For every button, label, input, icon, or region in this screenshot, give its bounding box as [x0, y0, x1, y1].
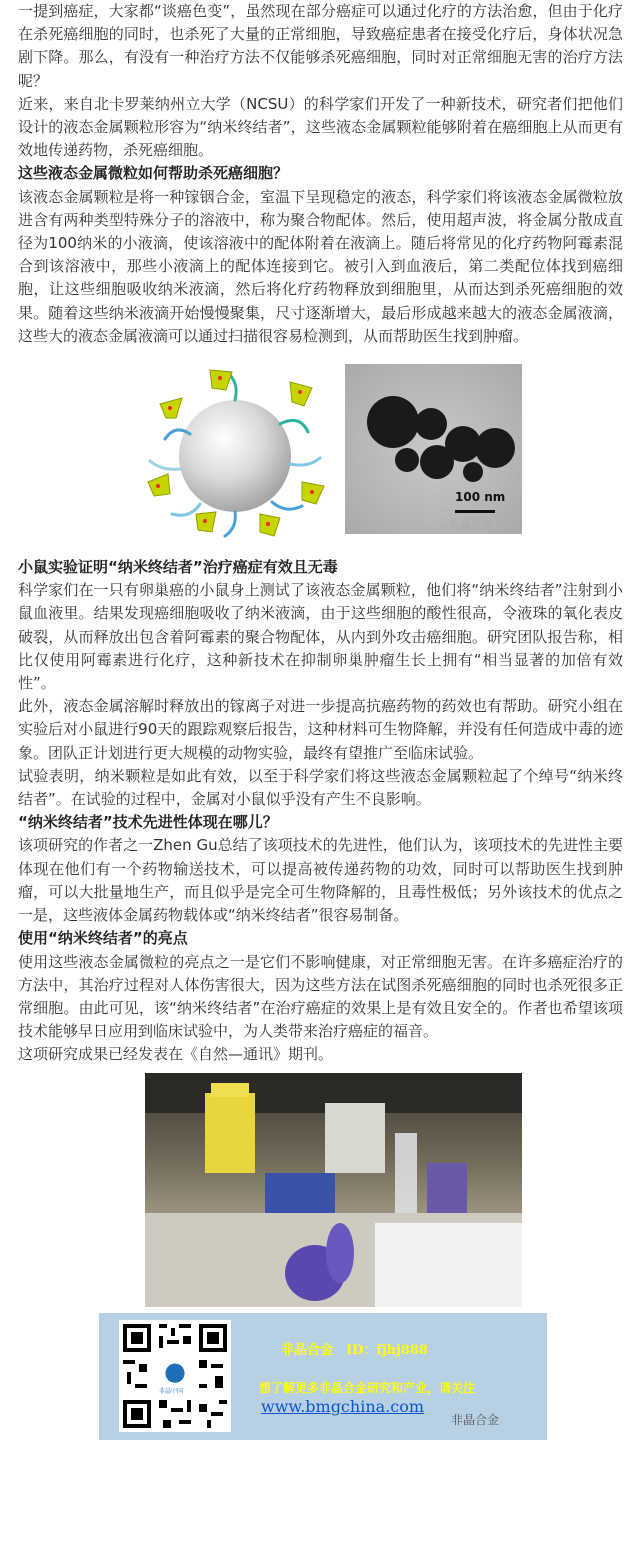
paragraph-gallium: 此外，液态金属溶解时释放出的镓离子对进一步提高抗癌药物的药效也有帮助。研究小组在实验后对小鼠进行90天的跟踪观察后报告，这种材料可生物降解，并没有任何造成中毒的迹象。团队正计划进行更大规模的动物实验，最终有望推广至临床试验。	[18, 697, 623, 762]
ligand-droplet-illustration	[140, 364, 330, 542]
heading-advantages: “纳米终结者”技术先进性体现在哪儿？	[18, 813, 278, 832]
qr-logo-text: 非晶中国	[159, 1387, 184, 1395]
banner-url-link[interactable]: www.bmgchina.com	[261, 1396, 425, 1416]
promo-banner	[99, 1313, 547, 1440]
banner-title: 非晶合金 ID：fjhj888	[281, 1342, 428, 1358]
heading-mouse: 小鼠实验证明“纳米终结者”治疗癌症有效且无毒	[18, 558, 338, 577]
paragraph-mechanism: 该液态金属颗粒是将一种镓铟合金，室温下呈现稳定的液态，科学家们将该液态金属微粒放进含有两种类型特殊分子的溶液中，称为聚合物配体。然后，使用超声波，将金属分散成直径为100纳米的小液滴，使该溶液中的配体附着在液滴上。随后将常见的化疗药物阿霉素混合到该溶液中，那些小液滴上的配体连接到它。被引入到血液后，第二类配位体找到癌细胞，让这些细胞吸收纳米液滴，然后将化疗药物释放到细胞里，从而达到杀死癌细胞的效果。随着这些纳米液滴开始慢慢聚集，尺寸逐渐增大，最后形成越来越大的液态金属液滴，这些大的液态金属液滴可以通过扫描很容易检测到，从而帮助医生找到肿瘤。	[18, 187, 623, 345]
banner-subtitle: 想了解更多非晶合金研究和产业，请关注	[259, 1380, 476, 1395]
figure2-watermark: 非晶合金	[433, 1286, 477, 1300]
paragraph-ncsu: 近来，来自北卡罗莱纳州立大学（NCSU）的科学家们开发了一种新技术，研究者们把他们设计的液态金属颗粒形容为“纳米终结者”，这些液态金属颗粒能够附着在癌细胞上从而更有效地传递药物，杀死癌细胞。	[18, 94, 623, 160]
banner-watermark: 非晶合金	[451, 1412, 500, 1427]
tem-micrograph	[345, 364, 522, 534]
paragraph-highlights: 使用这些液态金属微粒的亮点之一是它们不影响健康，对正常细胞无害。在许多癌症治疗的方法中，其治疗过程对人体伤害很大，因为这些方法在试图杀死癌细胞的同时也杀死很多正常细胞。由此可见，该“纳米终结者”在治疗癌症的效果上是有效且安全的。作者也希望该项技术能够早日应用到临床试验中，为人类带来治疗癌症的福音。	[18, 952, 623, 1041]
qr-code	[119, 1320, 231, 1432]
heading-highlights: 使用“纳米终结者”的亮点	[18, 929, 188, 948]
paragraph-zhen-gu: 该项研究的作者之一Zhen Gu总结了该项技术的先进性，他们认为，该项技术的先进性主要体现在他们有一个药物输送技术，可以提高被传递药物的功效，同时可以帮助医生找到肿瘤，可以大批量地生产，而且似乎是完全可生物降解的，且毒性极低；另外该技术的优点之一是，这些液体金属药物载体或“纳米终结者”很容易制备。	[18, 836, 623, 925]
figure-nanoparticles	[140, 364, 522, 542]
heading-how: 这些液态金属微粒如何帮助杀死癌细胞？	[18, 164, 289, 183]
paragraph-intro: 一提到癌症，大家都“谈癌色变”，虽然现在部分癌症可以通过化疗的方法治愈，但由于化疗在杀死癌细胞的同时，也杀死了大量的正常细胞，导致癌症患者在接受化疗后，身体状况急剧下降。那么，有没有一种治疗方法不仅能够杀死癌细胞，同时对正常细胞无害的治疗方法呢？	[18, 2, 623, 90]
lab-photo	[145, 1073, 522, 1307]
paragraph-published: 这项研究成果已经发表在《自然—通讯》期刊。	[18, 1045, 334, 1064]
scale-bar-label: 100 nm	[455, 490, 506, 505]
paragraph-mouse-test: 科学家们在一只有卵巢癌的小鼠身上测试了该液态金属颗粒，他们将“纳米终结者”注射到小鼠血液里。结果发现癌细胞吸收了纳米液滴，由于这些细胞的酸性很高，令液珠的氧化表皮破裂，从而释放出包含着阿霉素的聚合物配体，从内到外攻击癌细胞。研究团队报告称，相比仅使用阿霉素进行化疗，这种新技术在抑制卵巢肿瘤生长上拥有“相当显著的加倍有效性”。	[18, 581, 623, 693]
figure1-watermark: 非晶合金	[448, 518, 492, 532]
paragraph-nickname: 试验表明，纳米颗粒是如此有效，以至于科学家们将这些液态金属颗粒起了个绰号“纳米终结者”。在试验的过程中，金属对小鼠似乎没有产生不良影响。	[18, 766, 623, 809]
